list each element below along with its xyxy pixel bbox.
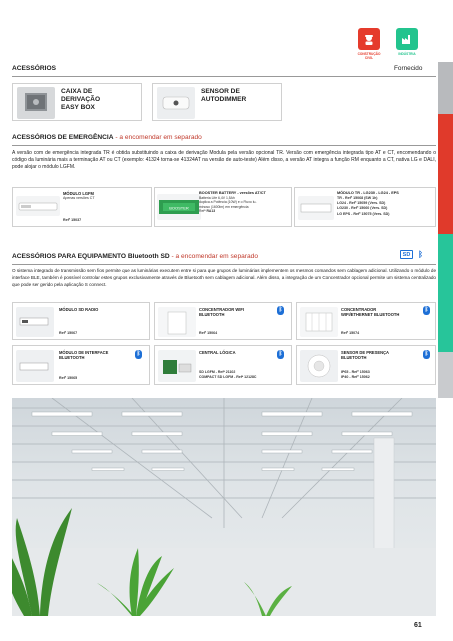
sd-radio-ref: Refª 15067 bbox=[59, 331, 78, 335]
easy-box-label-2: DERIVAÇÃO bbox=[61, 96, 101, 104]
fornecido-label: Fornecido bbox=[394, 65, 423, 72]
booster-card bbox=[154, 187, 292, 227]
worker-icon bbox=[362, 32, 376, 46]
concentrador-ethernet-bluetooth-icon: ᛒ bbox=[424, 307, 429, 313]
sensor-presenca-card bbox=[296, 345, 436, 385]
emergencia-title bbox=[12, 134, 202, 141]
easy-box-label-3: EASY BOX bbox=[61, 104, 95, 112]
emergencia-subtitle: - a encomendar em separado bbox=[113, 134, 202, 141]
modulo-tr-line-2: LG24 - Refª 15059 (Vers. SD) bbox=[337, 201, 386, 206]
booster-desc-3: minoso (1600lm) em emergência bbox=[199, 204, 249, 209]
interface-bt-image bbox=[16, 350, 54, 382]
central-logica-ref-1: SD LGFM - Refª 21102 bbox=[199, 370, 236, 374]
construction-badge bbox=[358, 28, 380, 50]
booster-ref: Refª RA13 bbox=[199, 208, 216, 213]
sensor-presenca-ref-2: IP40 - Refª 15062 bbox=[341, 375, 370, 379]
autodimmer-card bbox=[152, 83, 282, 121]
concentrador-wifi-ref: Refª 15064 bbox=[199, 331, 218, 335]
autodimmer-image bbox=[157, 87, 195, 119]
acessorios-rule bbox=[12, 76, 436, 77]
modulo-tr-image bbox=[298, 196, 334, 220]
sensor-presenca-image bbox=[300, 350, 338, 382]
interface-bt-ref: Refª 15065 bbox=[59, 376, 78, 380]
side-tab-gray-bottom bbox=[438, 352, 453, 398]
concentrador-wifi-image bbox=[158, 307, 196, 337]
side-tab-green bbox=[438, 234, 453, 352]
emergencia-title-text: ACESSÓRIOS DE EMERGÊNCIA bbox=[12, 134, 114, 141]
bluetooth-title bbox=[12, 253, 258, 260]
easy-box-image bbox=[17, 87, 55, 119]
bluetooth-header-icon: ᛒ bbox=[418, 250, 423, 259]
easy-box-card bbox=[12, 83, 142, 121]
bluetooth-subtitle: - a encomendar em separado bbox=[169, 253, 258, 260]
modulo-tr-card bbox=[294, 187, 436, 227]
central-logica-bluetooth-icon: ᛒ bbox=[278, 351, 283, 357]
emergencia-paragraph: A versão com de emergência integrada TR é obtida substituindo a caixa de derivação Modula pela versão opcional TR. Versão com emergência integrada tipo AT e CT, encomendando o código da luminária mais a terminação AT ou CT (exemplo: 41324 torna-se 41324AT na versão de auto-teste) Além disso, a versão AT integra a função RM enquanto a CT, nativa LG e DALI, pode alojar o módulo LGFM. bbox=[12, 150, 436, 171]
industry-badge bbox=[396, 28, 418, 50]
central-logica-image bbox=[158, 350, 196, 382]
lgfm-desc: Apenas versões CT bbox=[63, 196, 95, 200]
sd-radio-title: MÓDULO SD RADIO bbox=[59, 307, 99, 312]
sd-radio-card bbox=[12, 302, 150, 340]
concentrador-wifi-title-2: BLUETOOTH bbox=[199, 312, 225, 317]
booster-desc-2: duplica a Potência (10W) e o Fluxo lu- bbox=[199, 200, 257, 205]
concentrador-ethernet-ref: Refª 15074 bbox=[341, 331, 360, 335]
concentrador-wifi-title-1: CONCENTRADOR WIFI bbox=[199, 307, 245, 312]
warehouse-photo bbox=[12, 398, 436, 616]
interface-bt-title-1: MÓDULO DE INTERFACE bbox=[59, 350, 109, 355]
industry-caption: INDÚSTRIA bbox=[398, 52, 416, 56]
central-logica-card bbox=[154, 345, 292, 385]
svg-text:BOOSTER: BOOSTER bbox=[169, 205, 189, 211]
interface-bt-title-2: BLUETOOTH bbox=[59, 355, 85, 360]
booster-image bbox=[157, 194, 201, 220]
side-tab-gray-top bbox=[438, 62, 453, 114]
bluetooth-rule bbox=[12, 264, 436, 265]
sensor-presenca-ref-1: IP65 - Refª 15063 bbox=[341, 370, 370, 374]
modulo-tr-title: MÓDULO TR - LG230 - LG24 - EPS bbox=[337, 191, 399, 195]
sd-badge: SD bbox=[400, 250, 413, 259]
warehouse-illustration bbox=[12, 398, 436, 616]
modulo-tr-line-1: TR - Refª 15068 (SW 1h) bbox=[337, 196, 378, 200]
autodimmer-label-2: AUTODIMMER bbox=[201, 96, 247, 104]
concentrador-ethernet-title-1: CONCENTRADOR bbox=[341, 307, 377, 312]
concentrador-ethernet-card bbox=[296, 302, 436, 340]
modulo-tr-line-4: LG EPS - Refª 15075 (Vers. SD) bbox=[337, 211, 390, 216]
sensor-presenca-bluetooth-icon: ᛒ bbox=[424, 351, 429, 357]
sd-radio-image bbox=[16, 307, 54, 337]
lgfm-image bbox=[16, 196, 60, 216]
construction-caption: CONSTRUÇÃO CIVIL bbox=[357, 52, 381, 60]
side-tab-red bbox=[438, 114, 453, 234]
page-number: 61 bbox=[414, 622, 422, 629]
modulo-tr-line-3: LG230 - Refª 15060 (Vers. SD) bbox=[337, 206, 388, 211]
concentrador-ethernet-title-2: WIFI/ETHERNET BLUETOOTH bbox=[341, 312, 400, 317]
factory-icon bbox=[400, 32, 414, 46]
concentrador-ethernet-image bbox=[300, 307, 338, 337]
booster-title: BOOSTER BATTERY - versões AT/CT bbox=[199, 191, 266, 195]
easy-box-label-1: CAIXA DE bbox=[61, 88, 93, 95]
sensor-presenca-title-2: BLUETOOTH bbox=[341, 355, 367, 360]
lgfm-ref: Refª 15037 bbox=[63, 218, 82, 222]
acessorios-title: ACESSÓRIOS bbox=[12, 65, 56, 72]
central-logica-title: CENTRAL LÓGICA bbox=[199, 350, 236, 355]
interface-bt-card bbox=[12, 345, 150, 385]
interface-bt-bluetooth-icon: ᛒ bbox=[136, 351, 141, 357]
concentrador-wifi-bluetooth-icon: ᛒ bbox=[278, 307, 283, 313]
bluetooth-paragraph: O sistema integrado de transmissão sem fios permite que as luminárias executem entre si para que grupos de luminárias implementem os mesmos comandos sem cablagem adicional. Utilizando o módulo de interface BLE, também é possível controlar estes grupos exclusivamente através de Bluetooth sem cablagem adicional. Além disso, a integração de um Concentrador opcional permite um sistema centralizado que pode ser gerido pela aplicação S connect. bbox=[12, 268, 436, 287]
emergencia-rule bbox=[12, 145, 436, 146]
lgfm-title: MÓDULO LGFM bbox=[63, 191, 94, 196]
lgfm-card bbox=[12, 187, 152, 227]
autodimmer-label-1: SENSOR DE bbox=[201, 88, 240, 95]
sensor-presenca-title-1: SENSOR DE PRESENÇA bbox=[341, 350, 389, 355]
concentrador-wifi-card bbox=[154, 302, 292, 340]
central-logica-ref-2: COMPACT SD LGFM - Refª 12128C bbox=[199, 375, 257, 379]
bluetooth-title-text: ACESSÓRIOS PARA EQUIPAMENTO Bluetooth SD bbox=[12, 253, 170, 260]
booster-desc-1: Batteria Life 6,4V 1,5Ah bbox=[199, 196, 235, 200]
